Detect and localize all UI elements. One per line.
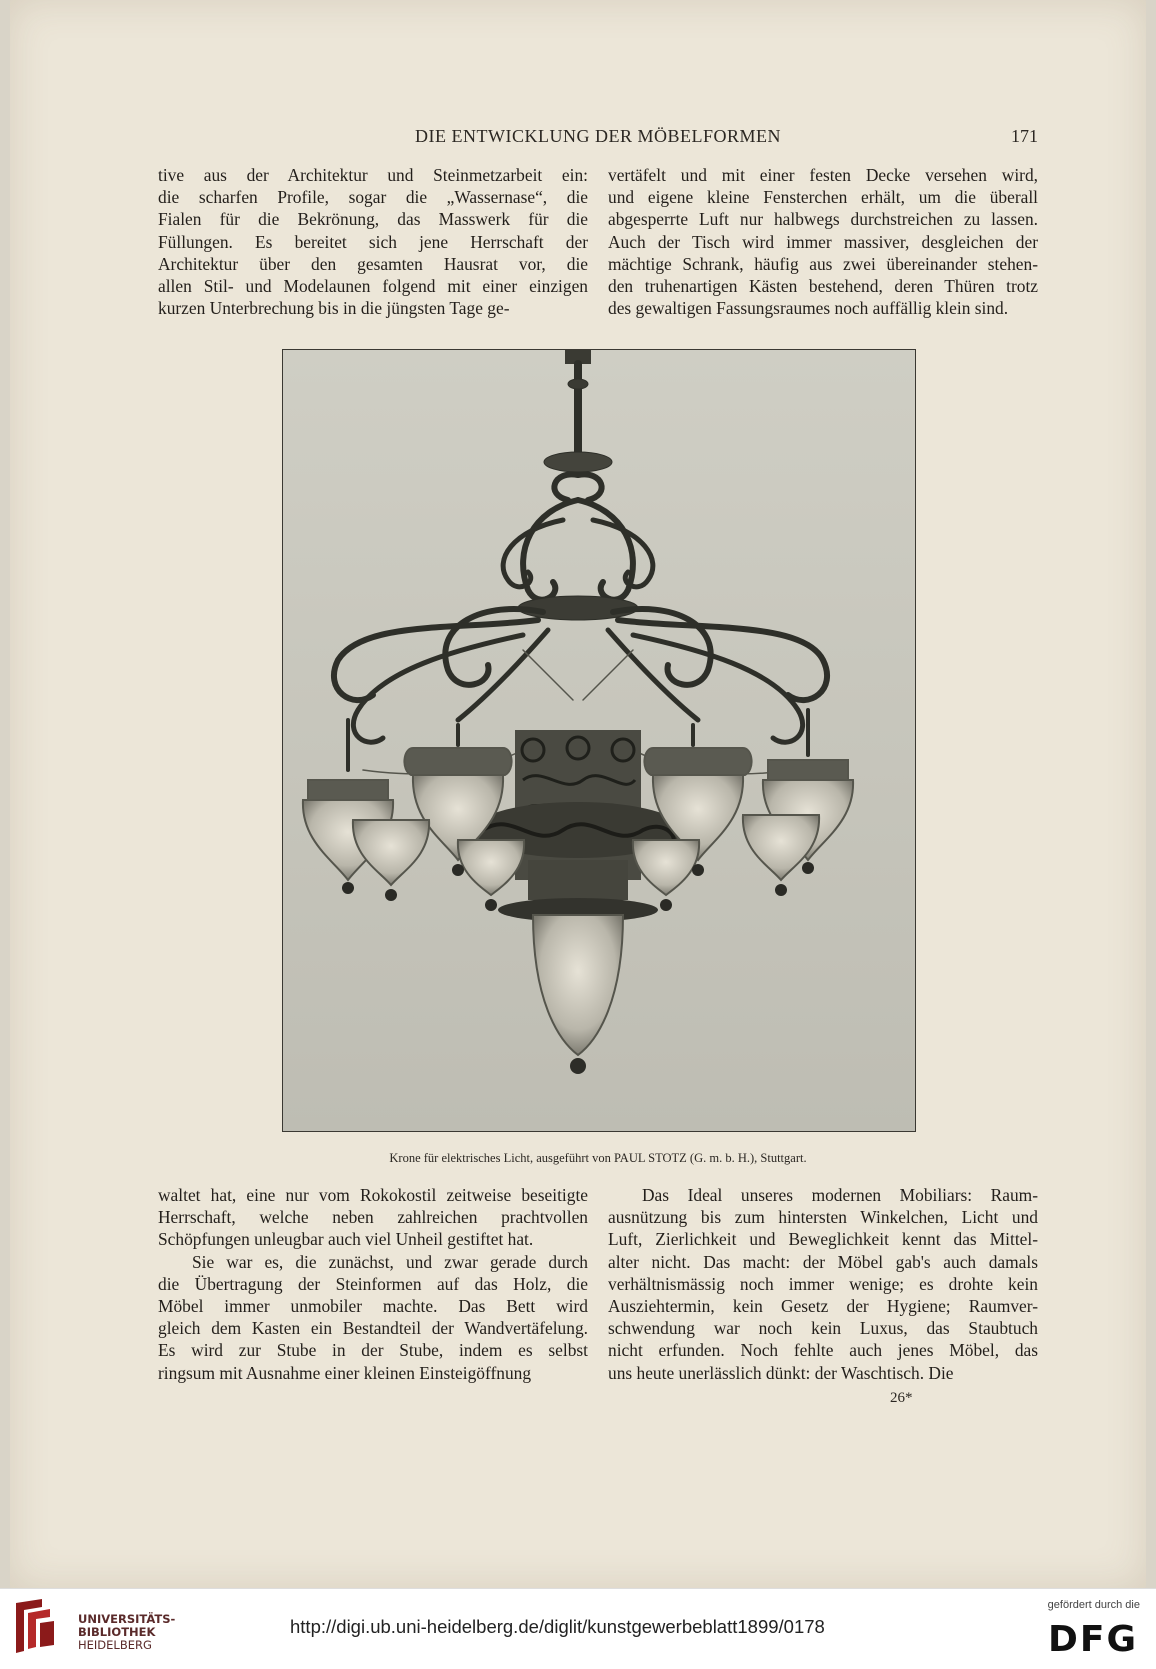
text-line: nicht erfunden. Noch fehlte auch jenes Möbel, das [608,1340,1038,1361]
funding-note: gefördert durch die [1047,1599,1140,1611]
dfg-logo[interactable]: DFG [1047,1619,1138,1660]
text-column-top-right [608,164,1038,319]
scanned-page [10,0,1146,1588]
text-line: gleich dem Kasten ein Bestandteil der Wandvertäfelung. [158,1318,588,1339]
text-line: kurzen Unterbrechung bis in die jüngsten Tage ge- [158,298,510,319]
text-line: ringsum mit Ausnahme einer kleinen Einsteigöffnung [158,1362,532,1383]
library-logo[interactable] [12,1597,176,1661]
text-line: den truhenartigen Kästen bestehend, deren Thüren trotz [608,276,1038,297]
text-line: Schöpfungen unleugbar auch viel Unheil gestiftet hat. [158,1229,534,1250]
text-line: ausnützung bis zum hintersten Winkelchen, Licht und [608,1207,1038,1228]
chandelier-illustration [283,350,915,1131]
library-line: UNIVERSITÄTS- [78,1612,176,1626]
viewer-footer [0,1588,1156,1669]
text-line: vertäfelt und mit einer festen Decke versehen wird, [608,165,1038,185]
text-line: Möbel immer unmobiler machte. Das Bett wird [158,1296,588,1317]
text-line: Füllungen. Es bereitet sich jene Herrschaft der [158,231,588,252]
text-line: mächtige Schrank, häufig aus zwei übereinander stehen- [608,253,1038,274]
text-column-bottom-left [158,1184,588,1384]
text-line: Das Ideal unseres modernen Mobiliars: Raum- [642,1185,1038,1205]
text-line: Ausziehtermin, kein Gesetz der Hygiene; Raumver- [608,1296,1038,1317]
library-line: BIBLIOTHEK [78,1625,156,1639]
chandelier-plate [282,349,916,1132]
text-column-top-left [158,164,588,319]
text-line: waltet hat, eine nur vom Rokokostil zeitweise beseitigte [158,1185,588,1205]
text-line: Luft, Zierlichkeit und Beweglichkeit kennt das Mittel- [608,1229,1038,1250]
text-line: allen Stil- und Modelaunen folgend mit einer einzigen [158,276,588,297]
text-line: die Übertragung der Steinformen auf das Holz, die [158,1273,588,1294]
signature-mark: 26* [890,1390,913,1406]
running-title: DIE ENTWICKLUNG DER MÖBELFORMEN [415,126,781,146]
figure-caption: Krone für elektrisches Licht, ausgeführt von PAUL STOTZ (G. m. b. H.), Stuttgart. [389,1151,807,1165]
text-line: Architektur über den gesamten Hausrat vor, die [158,253,588,274]
text-line: tive aus der Architektur und Steinmetzarbeit ein: [158,165,588,185]
text-line: Auch der Tisch wird immer massiver, desgleichen der [608,231,1038,252]
page-number: 171 [1011,126,1038,146]
text-line: und eigene kleine Fensterchen erhält, um die überall [608,187,1038,208]
text-line: uns heute unerlässlich dünkt: der Waschtisch. Die [608,1362,954,1383]
permalink-url[interactable]: http://digi.ub.uni-heidelberg.de/diglit/kunstgewerbeblatt1899/0178 [290,1616,825,1637]
text-line: Es wird zur Stube in der Stube, indem es selbst [158,1340,588,1361]
text-line: Sie war es, die zunächst, und zwar gerade durch [192,1251,588,1272]
library-line: HEIDELBERG [78,1638,152,1652]
text-line: abgesperrte Luft nur halbwegs durchstreichen zu lassen. [608,209,1038,230]
library-name [78,1613,175,1652]
text-line: verhältnismässig noch immer wenige; es drohte kein [608,1273,1038,1294]
text-line: alter nicht. Das macht: der Möbel gab's auch damals [608,1251,1038,1272]
text-line: schwendung war noch kein Luxus, das Staubtuch [608,1318,1038,1339]
text-line: Herrschaft, welche neben zahlreichen prachtvollen [158,1207,588,1228]
text-line: des gewaltigen Fassungsraumes noch auffällig klein sind. [608,298,1009,319]
running-head [158,126,1038,154]
text-column-bottom-right [608,1184,1038,1384]
text-line: die scharfen Profile, sogar die „Wassernase“, die [158,187,588,208]
library-shield-icon [12,1597,56,1657]
text-line: Fialen für die Bekrönung, das Masswerk für die [158,209,588,230]
